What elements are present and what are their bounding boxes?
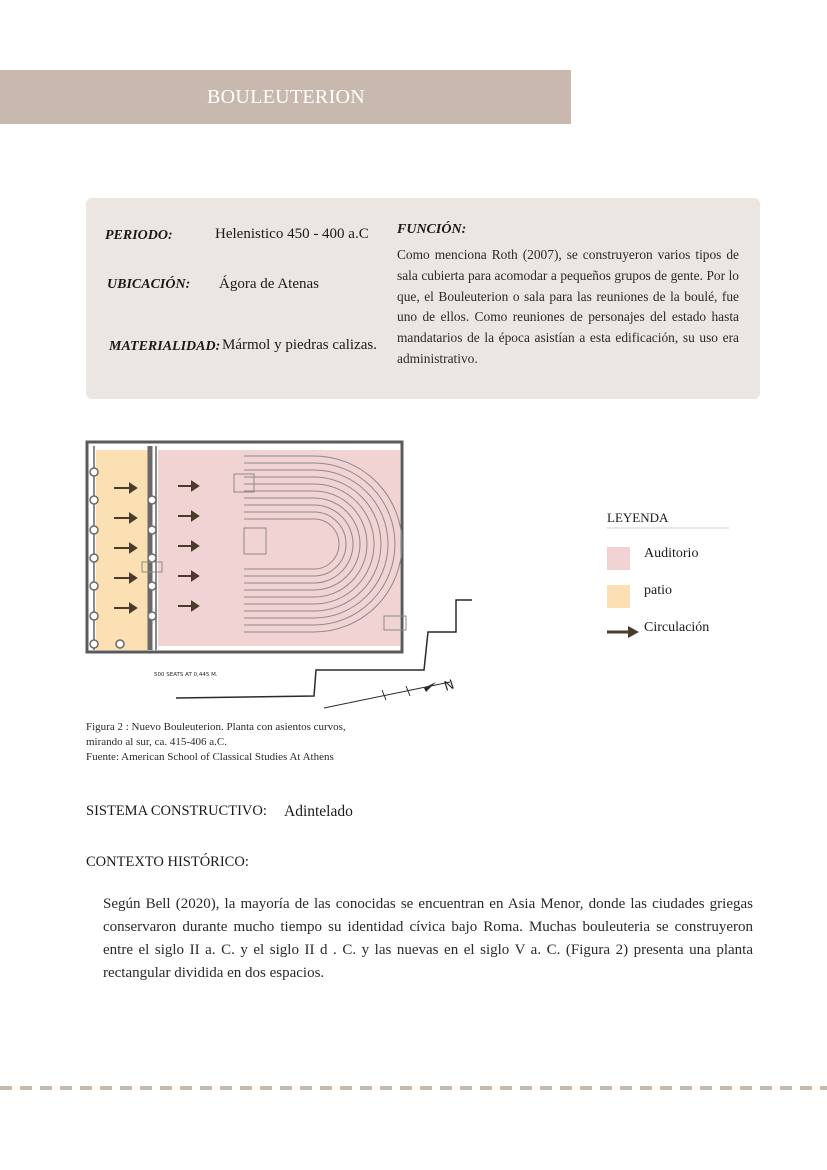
footer-dashed-line xyxy=(0,1086,827,1090)
sistema-label: SISTEMA CONSTRUCTIVO: xyxy=(86,803,267,819)
contexto-text: Según Bell (2020), la mayoría de las conocidas se encuentran en Asia Menor, donde las ciudades griegas conservaron durante mucho tiempo su identidad cívica bajo Roma. Muchas bouleuteria se construyeron entre el siglo II a. C. y el siglo II d . C. y las nuevas en el siglo V a. C. (Figura 2) presenta una planta rectangular dividida en dos espacios. xyxy=(103,896,753,981)
legend-title: LEYENDA xyxy=(607,510,669,525)
caption-line-2: mirando al sur, ca. 415-406 a.C. xyxy=(86,736,227,748)
materialidad-value: Mármol y piedras calizas. xyxy=(222,337,377,353)
floor-plan-image xyxy=(84,436,474,711)
ubicacion-label: UBICACIÓN: xyxy=(107,277,191,292)
ubicacion-value: Ágora de Atenas xyxy=(219,276,319,292)
legend-swatch-auditorio xyxy=(607,547,630,570)
funcion-label: FUNCIÓN: xyxy=(397,222,467,237)
periodo-label: PERIODO: xyxy=(105,228,173,243)
contexto-label: CONTEXTO HISTÓRICO: xyxy=(86,854,249,870)
caption-line-1: Figura 2 : Nuevo Bouleuterion. Planta con asientos curvos, xyxy=(86,721,346,733)
legend-label-patio: patio xyxy=(644,583,672,598)
legend-label-auditorio: Auditorio xyxy=(644,546,699,561)
legend-label-circulacion: Circulación xyxy=(644,620,710,635)
caption-line-3: Fuente: American School of Classical Studies At Athens xyxy=(86,751,334,763)
legend-swatch-patio xyxy=(607,585,630,608)
legend-arrow-icon xyxy=(606,625,640,639)
page-title: BOULEUTERION xyxy=(207,86,366,108)
north-label: N xyxy=(442,677,457,695)
funcion-text: Como menciona Roth (2007), se construyeron varios tipos de sala cubierta para acomodar a pequeños grupos de gente. Por lo que, el Bouleuterion o sala para las reuniones de la boulé, fue uno de ellos. Como reuniones de personajes del estado hasta mandatarios de la época asistían a esta edificación, su uso era administrativo. xyxy=(397,247,739,366)
materialidad-label: MATERIALIDAD: xyxy=(109,339,221,354)
periodo-value: Helenistico 450 - 400 a.C xyxy=(215,226,369,242)
legend-divider xyxy=(607,527,729,529)
patio-area xyxy=(96,450,148,650)
seats-note: 500 SEATS AT 0,445 M. xyxy=(154,672,218,678)
sistema-value: Adintelado xyxy=(284,803,353,820)
figure-caption xyxy=(86,720,346,765)
